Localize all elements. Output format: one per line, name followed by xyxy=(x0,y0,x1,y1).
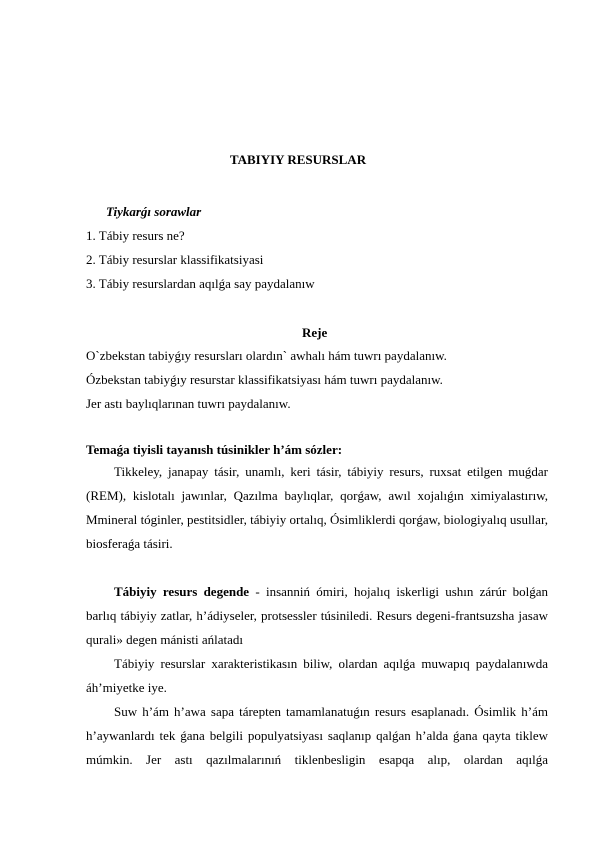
plan-item: O`zbekstan tabiyǵıy resursları olardın` awhalı hám tuwrı paydalanıw. xyxy=(86,348,447,363)
definition-text: - insanniń ómiri, hojalıq iskerligi ushın zárúr bolǵan barlıq tábiyiy zatlar, h’ádiyseler, protsessler túsiniledi. Resurs degeni-frantsuzsha jasaw qurali» degen mánisti ańlatadı xyxy=(86,584,548,647)
body-paragraph-1 xyxy=(86,580,548,652)
question-item: 3. Tábiy resurslardan aqılǵa say paydalanıw xyxy=(86,276,315,291)
keywords-heading: Temaǵa tiyisli tayanısh túsinikler h’ám sózler: xyxy=(86,442,343,457)
body-paragraph-2: Tábiyiy resurslar xarakteristikasın biliw, olardan aqılǵa muwapıq paydalanıwda áh’miyetke iye. xyxy=(86,656,548,695)
body-paragraph-3: Suw h’ám h’awa sapa tárepten tamamlanatuǵın resurs esaplanadı. Ósimlik h’ám h’aywanlardı tek ǵana belgili populyatsiyası saqlanıp qalǵan h’alda ǵana qayta tiklew múmkin. Jer astı qazılmalarınıń tiklenbesligin esapqa alıp, olardan aqılǵa xyxy=(86,704,548,767)
question-item: 2. Tábiy resurslar klassifikatsiyasi xyxy=(86,252,264,267)
page-title: TABIYIY RESURSLAR xyxy=(229,152,367,167)
keywords-paragraph: Tikkeley, janapay tásir, unamlı, keri tásir, tábiyiy resurs, ruxsat etilgen muǵdar (REM), kislotalı jawınlar, Qazılma baylıqlar, qorǵaw, awıl xojalıǵın ximiyalastırıw, Mmineral tóginler, pestitsidler, tábiyiy ortalıq, Ósimliklerdi qorǵaw, biologiyalıq usullar, biosferaǵa tásiri. xyxy=(86,464,548,551)
term-bold: Tábiyiy resurs degende xyxy=(114,584,250,599)
questions-heading: Tiykarǵı sorawlar xyxy=(106,204,202,219)
question-item: 1. Tábiy resurs ne? xyxy=(86,228,185,243)
plan-heading: Reje xyxy=(302,325,328,340)
plan-item: Ózbekstan tabiyǵıy resurstar klassifikatsiyası hám tuwrı paydalanıw. xyxy=(86,372,443,387)
plan-item: Jer astı baylıqlarınan tuwrı paydalanıw. xyxy=(86,396,291,411)
